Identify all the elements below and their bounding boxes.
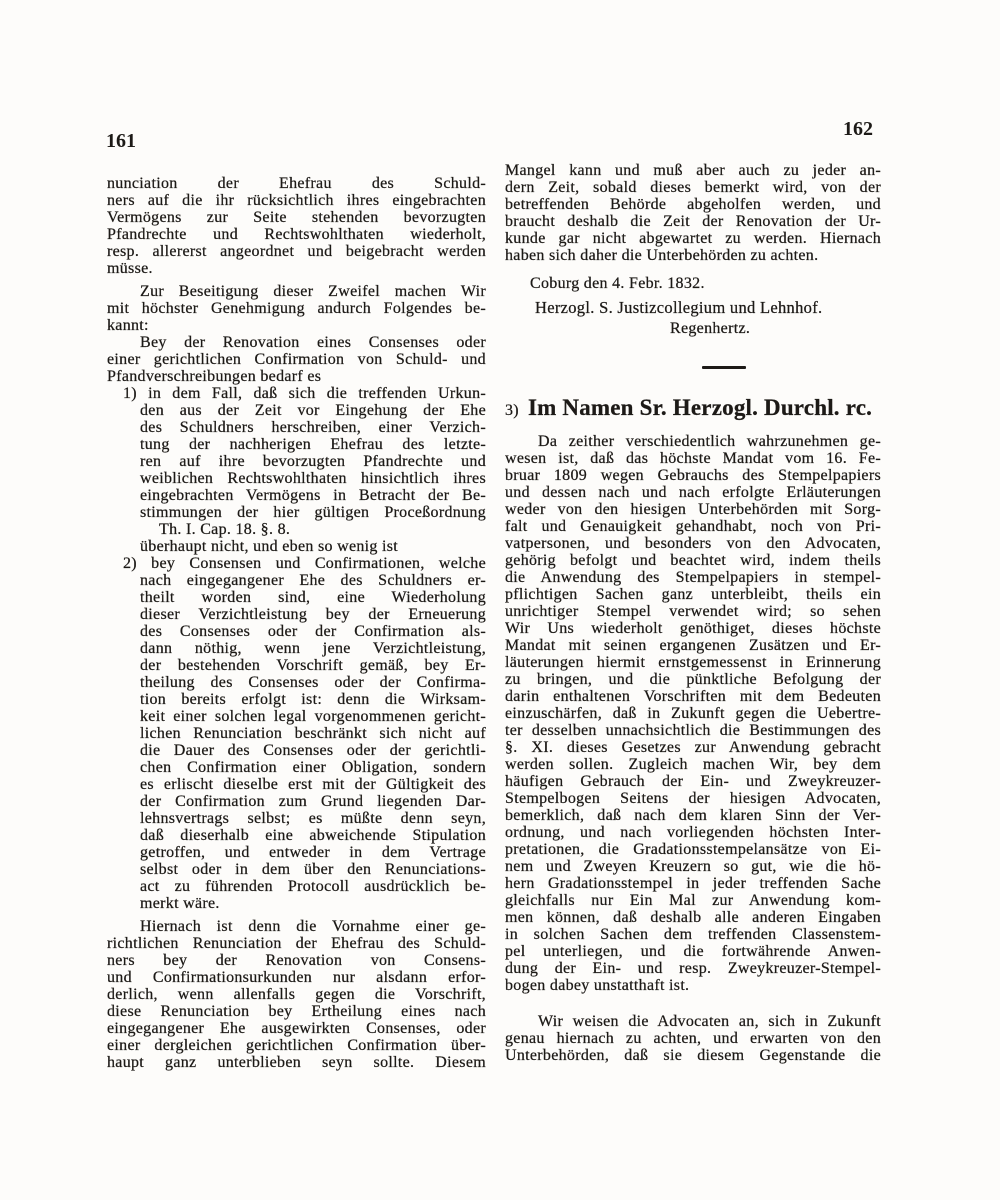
text-line: des Consenses oder der Confirmation als- (140, 622, 486, 640)
ordinance-heading (505, 393, 881, 423)
text-line: derlich, wenn allenfalls gegen die Vorschrift, (107, 985, 486, 1003)
text-line: gleichfalls nur Ein Mal zur Anwendung kom- (505, 891, 881, 909)
legal-citation (107, 521, 486, 538)
list-item-1 (107, 385, 486, 521)
text-line: kunde gar nicht abgewartet zu werden. Hiernach (505, 229, 881, 247)
text-line: ners auf die ihr rücksichtlich ihres eingebrachten (107, 191, 486, 209)
text-line: zu bringen, und die pünktliche Befolgung der (505, 670, 881, 688)
text-line: tion bereits erfolgt ist: denn die Wirksam- (140, 690, 486, 708)
text-line: einzuschärfen, daß in Zukunft gegen die Uebertre- (505, 704, 881, 722)
text-line: merkt wäre. (140, 894, 220, 912)
text-line: daß dieserhalb eine abweichende Stipulation (140, 826, 486, 844)
text-line: selbst oder in dem über den Renunciations- (140, 860, 486, 878)
text-line: Pfandverschreibungen bedarf es (107, 367, 322, 385)
text-line: werden sollen. Zugleich machen Wir, bey dem (505, 755, 881, 773)
text-line: haben sich daher die Unterbehörden zu achten. (505, 246, 819, 264)
text-line: pretationen, die Gradationsstempelansätze von Ei- (505, 840, 881, 858)
text-line: Bey der Renovation eines Consenses oder (140, 333, 486, 351)
text-line: Pfandrechte und Rechtswohlthaten wiederholt, (107, 225, 486, 243)
text-line: Mandat mit seinen ergangenen Zusätzen und Er- (505, 636, 881, 654)
text-line: Hiernach ist denn die Vornahme einer ge- (140, 917, 486, 935)
instruction-paragraph (505, 1013, 881, 1064)
ordinance-title: Im Namen Sr. Herzogl. Durchl. rc. (527, 395, 873, 420)
text-line: braucht deshalb die Zeit der Renovation der Ur- (505, 212, 881, 230)
page-number-left: 161 (106, 130, 136, 152)
text-line: ren auf ihre bevorzugten Pfandrechte und (140, 452, 486, 470)
text-line: darin enthaltenen Vorschriften mit dem Bedeuten (505, 687, 881, 705)
bridge-line (107, 538, 486, 555)
text-line: müsse. (107, 259, 153, 277)
left-column (107, 175, 486, 1071)
text-line: kannt: (107, 316, 149, 334)
text-line: der bestehenden Vorschrift gemäß, bey Er- (140, 656, 486, 674)
text-line: keit einer solchen legal vorgenommenen gericht- (140, 707, 486, 725)
text-line: Vermögens zur Seite stehenden bevorzugten (107, 208, 486, 226)
place-date: Coburg den 4. Febr. 1832. (530, 274, 705, 292)
text-line: bogen dabey unstatthaft ist. (505, 976, 690, 994)
text-line: theilung des Consenses oder der Confirma- (140, 673, 486, 691)
text-line: gehörig befolgt und beachtet wird, indem theils (505, 551, 881, 569)
text-line: Zur Beseitigung dieser Zweifel machen Wir (140, 282, 486, 300)
resolution-paragraph (107, 283, 486, 334)
ordinance-paragraph (505, 433, 881, 994)
text-line: Wir weisen die Advocaten an, sich in Zukunft (538, 1012, 881, 1030)
text-line: die Dauer des Consenses oder der gerichtli- (140, 741, 486, 759)
text-line: einer dergleichen gerichtlichen Confirmation über- (107, 1036, 486, 1054)
text-line: weder von den hiesigen Unterbehörden mit Sorg- (505, 500, 881, 518)
text-line: lehnsvertrags selbst; es müßte denn seyn, (140, 809, 486, 827)
text-line: nunciation der Ehefrau des Schuld- (107, 174, 486, 192)
text-line: dern Zeit, sobald dieses bemerkt wird, von der (505, 178, 881, 196)
text-line: §. XI. dieses Gesetzes zur Anwendung gebracht (505, 738, 881, 756)
text-line: 2) bey Consensen und Confirmationen, welche (123, 554, 486, 572)
text-line: es erlischt dieselbe erst mit der Gültigkeit des (140, 775, 486, 793)
text-line: bemerklich, daß nach dem klaren Sinn der Ver- (505, 806, 881, 824)
text-line: dieser Verzichtleistung bey der Erneuerung (140, 605, 486, 623)
text-line: stimmungen der hier gültigen Proceßordnung (140, 503, 486, 521)
list-item-2 (107, 555, 486, 912)
text-line: dung der Ein- und resp. Zweykreuzer-Stempel- (505, 959, 881, 977)
text-line: tung der nachherigen Ehefrau des letzte- (140, 435, 486, 453)
text-line: genau hiernach zu achten, und erwarten von den (505, 1029, 881, 1047)
text-line: Th. I. Cap. 18. §. 8. (159, 520, 291, 538)
text-line: Mangel kann und muß aber auch zu jeder an- (505, 161, 881, 179)
text-line: wesen ist, daß das höchste Mandat vom 16. Fe- (505, 449, 881, 467)
text-line: einer gerichtlichen Confirmation von Schuld- und (107, 350, 486, 368)
text-line: ordnung, und nach vorliegenden höchsten Inter- (505, 823, 881, 841)
text-line: überhaupt nicht, und eben so wenig ist (140, 537, 399, 555)
text-line: in solchen Sachen dem treffenden Classenstem- (505, 925, 881, 943)
signatory: Regenhertz. (670, 319, 751, 337)
text-line: betreffenden Behörde abgeholfen werden, und (505, 195, 881, 213)
text-line: häufigen Gebrauch der Ein- und Zweykreuzer- (505, 772, 881, 790)
text-line: Da zeither verschiedentlich wahrzunehmen ge- (538, 432, 881, 450)
text-line: den aus der Zeit vor Eingehung der Ehe (140, 401, 486, 419)
right-column (505, 162, 881, 1064)
text-line: pel unterliegen, und die fortwährende Anwen- (505, 942, 881, 960)
text-line: und Confirmationsurkunden nur alsdann erfor- (107, 968, 486, 986)
text-line: getroffen, und entweder in dem Vertrage (140, 843, 486, 861)
intro-paragraph (107, 334, 486, 385)
conclusion-paragraph (107, 918, 486, 1071)
issuing-authority: Herzogl. S. Justizcollegium und Lehnhof. (535, 297, 823, 317)
text-line: pflichtigen Sachen ganz unterbleibt, theils ein (505, 585, 881, 603)
ordinance-number: 3) (505, 402, 519, 419)
page-number-right: 162 (843, 118, 873, 140)
text-line: richtlichen Renunciation der Ehefrau des Schuld- (107, 934, 486, 952)
text-line: und dessen nach und nach erfolgte Erläuterungen (505, 483, 881, 501)
text-line: theilt worden sind, eine Wiederholung (140, 588, 486, 606)
continued-paragraph (107, 175, 486, 277)
text-line: Stempelbogen Seitens der hiesigen Advocaten, (505, 789, 881, 807)
text-line: 1) in dem Fall, daß sich die treffenden Urkun- (123, 384, 486, 402)
text-line: vatpersonen, und besonders von den Advocaten, (505, 534, 881, 552)
text-line: haupt ganz unterblieben seyn sollte. Diesem (107, 1053, 486, 1071)
text-line: die Anwendung des Stempelpapiers in stempel- (505, 568, 881, 586)
text-line: resp. allererst angeordnet und beigebracht werden (107, 242, 486, 260)
text-line: weiblichen Rechtswohlthaten hinsichtlich ihres (140, 469, 486, 487)
text-line: ners bey der Renovation von Consens- (107, 951, 486, 969)
text-line: hern Gradationsstempel in jeder treffenden Sache (505, 874, 881, 892)
text-line: lichen Renunciation beschränkt sich nicht auf (140, 724, 486, 742)
text-line: chen Confirmation einer Obligation, sondern (140, 758, 486, 776)
text-line: unrichtiger Stempel verwendet wird; so sehen (505, 602, 881, 620)
text-line: men können, daß deshalb alle anderen Eingaben (505, 908, 881, 926)
text-line: ter desselben unnachsichtlich die Bestimmungen des (505, 721, 881, 739)
continued-paragraph (505, 162, 881, 264)
text-line: mit höchster Genehmigung andurch Folgendes be- (107, 299, 486, 317)
text-line: act zu führenden Protocoll ausdrücklich be- (140, 877, 486, 895)
text-line: bruar 1809 wegen Gebrauchs des Stempelpapiers (505, 466, 881, 484)
section-divider (702, 366, 746, 369)
text-line: läuterungen hiermit ernstgemessenst in Erinnerung (505, 653, 881, 671)
text-line: Wir Uns wiederholt genöthiget, dieses höchste (505, 619, 881, 637)
text-line: der Confirmation zum Grund liegenden Dar- (140, 792, 486, 810)
text-line: eingebrachten Vermögens in Betracht der Be- (140, 486, 486, 504)
text-line: diese Renunciation bey Ertheilung eines nach (107, 1002, 486, 1020)
text-line: falt und Genauigkeit gehandhabt, noch von Pri- (505, 517, 881, 535)
text-line: nem und Zweyen Kreuzern so gut, wie die hö- (505, 857, 881, 875)
text-line: des Schuldners herschreiben, einer Verzich- (140, 418, 486, 436)
text-line: eingegangener Ehe ausgewirkten Consenses, oder (107, 1019, 486, 1037)
text-line: nach eingegangener Ehe des Schuldners er- (140, 571, 486, 589)
text-line: Unterbehörden, daß sie diesem Gegenstande die (505, 1046, 881, 1064)
text-line: dann nöthig, wenn jene Verzichtleistung, (140, 639, 486, 657)
